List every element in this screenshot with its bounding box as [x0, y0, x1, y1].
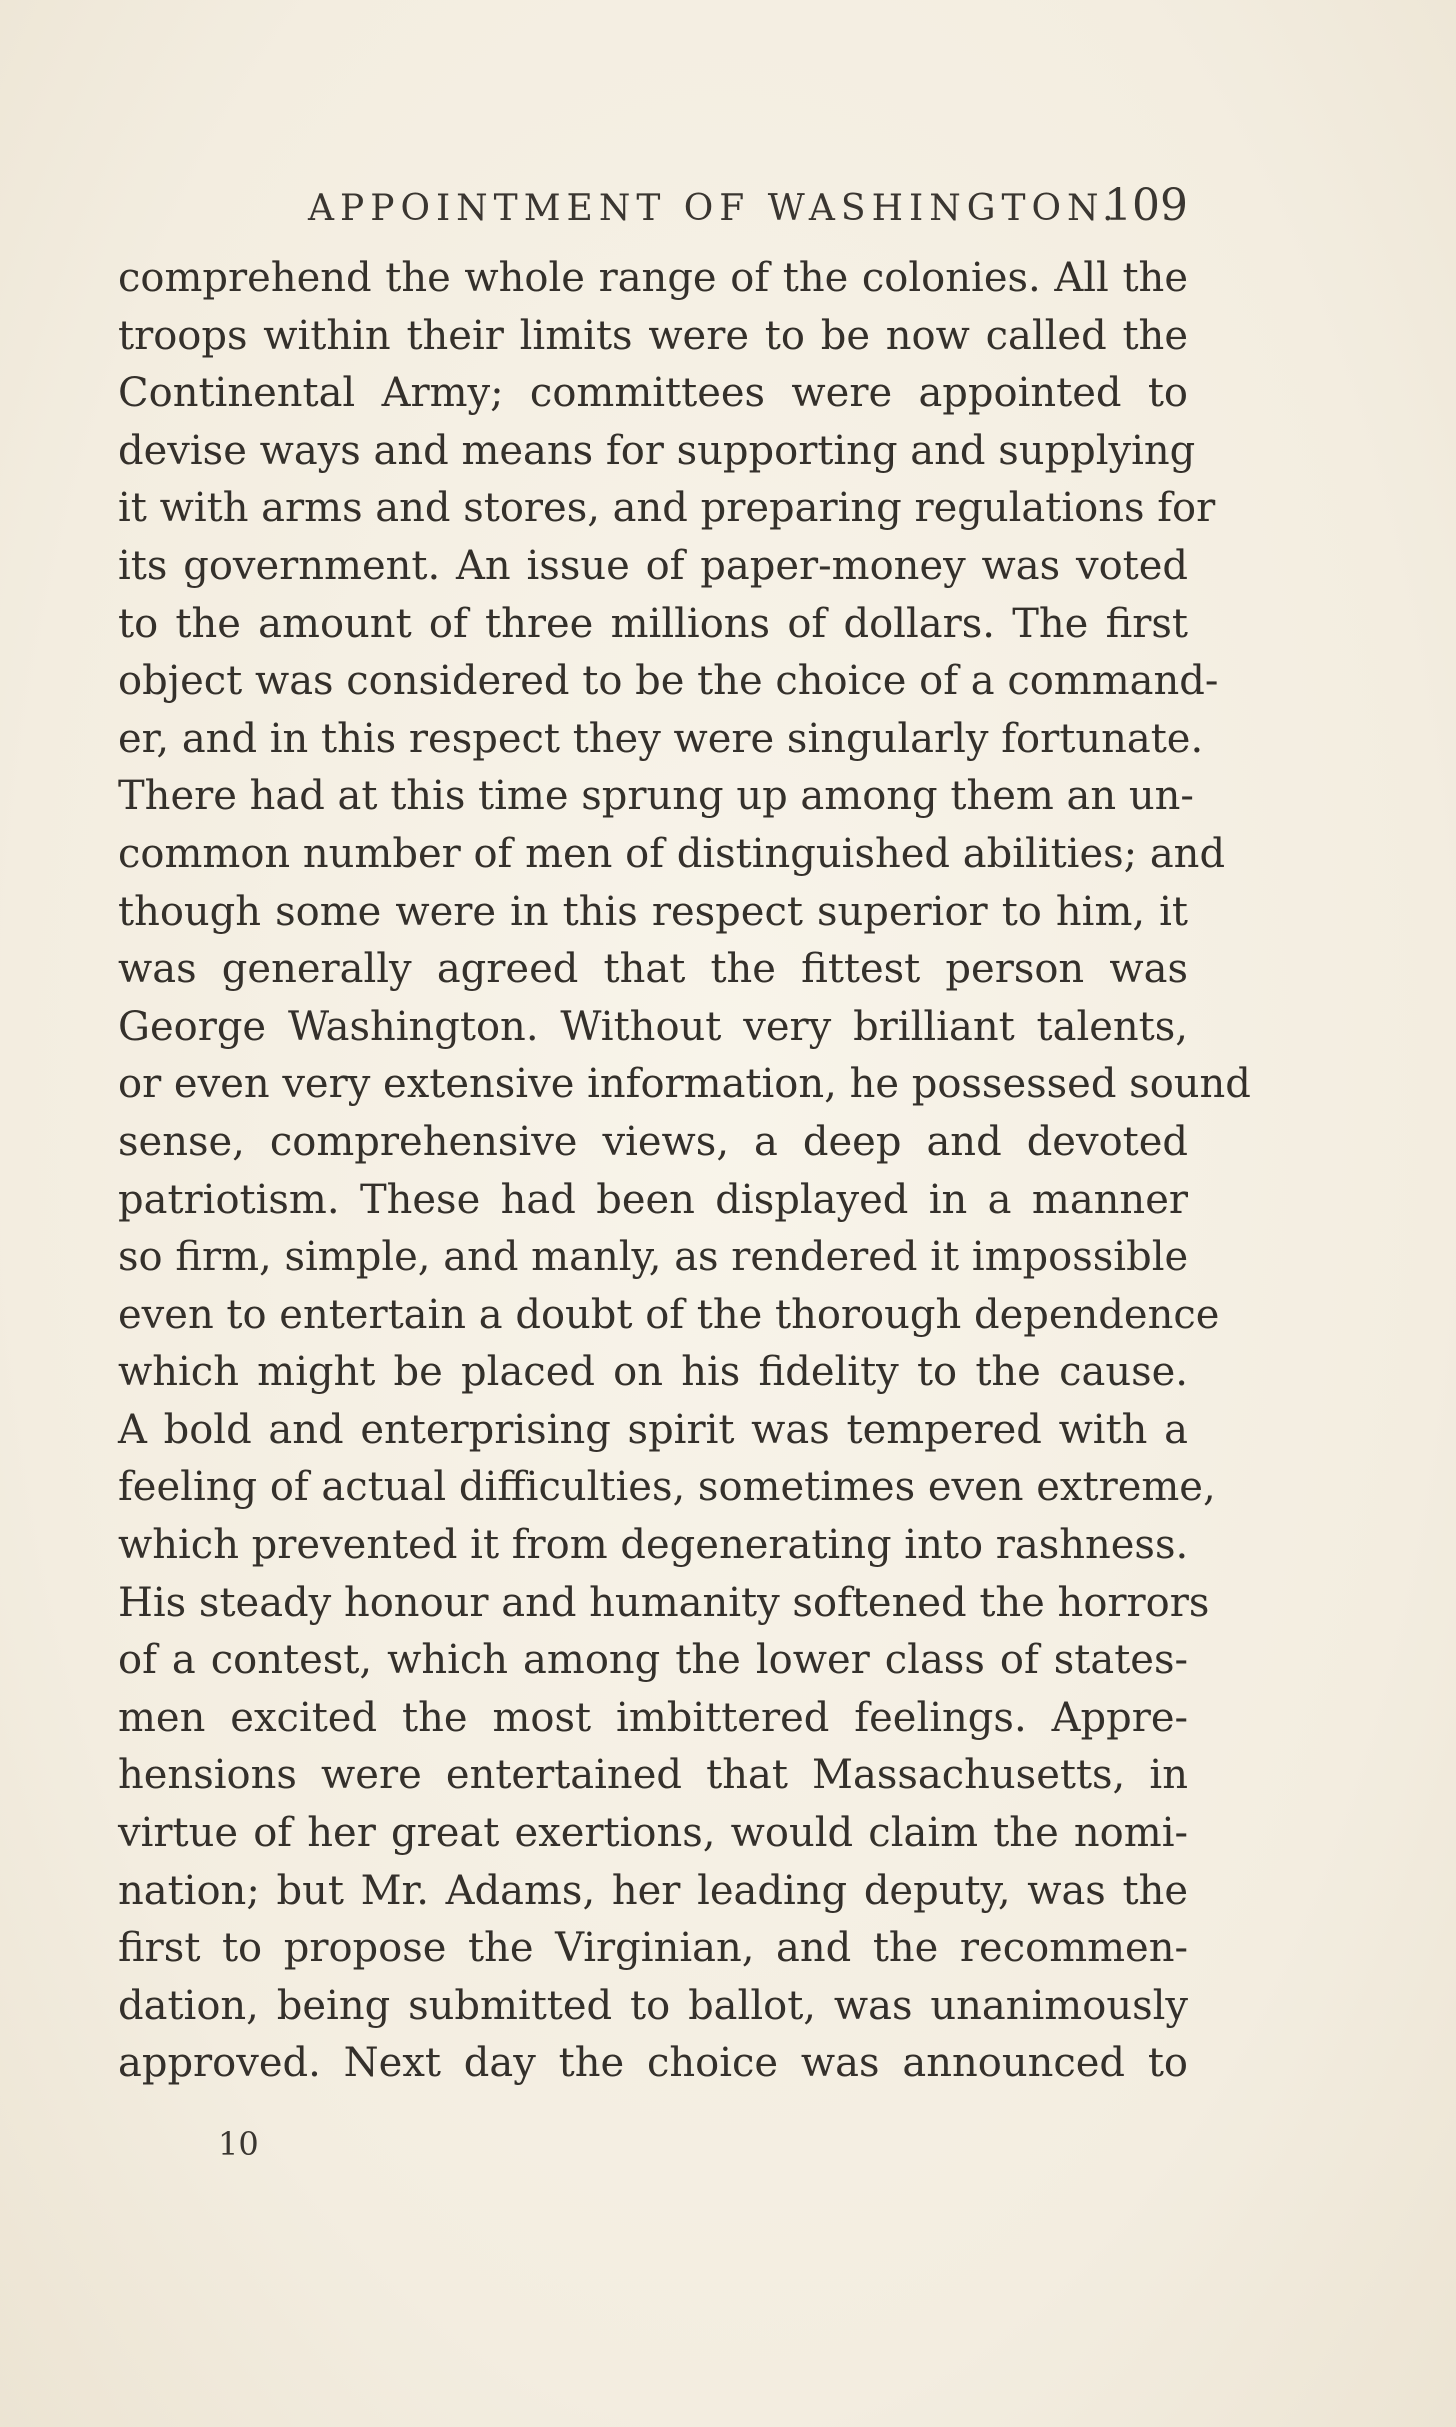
text-line: George Washington. Without very brilliant talents,: [118, 1003, 1188, 1050]
text-line: er, and in this respect they were singularly fortunate.: [118, 715, 1204, 762]
text-line: There had at this time sprung up among them an un-: [118, 773, 1194, 820]
text-line: nation; but Mr. Adams, her leading deputy, was the: [118, 1867, 1188, 1914]
text-line: His steady honour and humanity softened the horrors: [118, 1579, 1210, 1626]
text-line: first to propose the Virginian, and the recommen-: [118, 1925, 1188, 1972]
running-title: APPOINTMENT OF WASHINGTON.: [308, 188, 1120, 229]
text-line: which might be placed on his fidelity to the cause.: [118, 1349, 1188, 1396]
running-head: [118, 180, 1188, 240]
text-line: hensions were entertained that Massachusetts, in: [118, 1752, 1188, 1799]
text-line: it with arms and stores, and preparing regulations for: [118, 485, 1216, 532]
text-line: feeling of actual difficulties, sometimes even extreme,: [118, 1464, 1216, 1511]
page-number: 109: [1104, 180, 1188, 231]
text-line: A bold and enterprising spirit was tempered with a: [118, 1406, 1188, 1453]
text-line: of a contest, which among the lower class of states-: [118, 1637, 1188, 1684]
text-line: even to entertain a doubt of the thorough dependence: [118, 1291, 1220, 1338]
text-line: troops within their limits were to be now called the: [118, 312, 1188, 359]
text-line: dation, being submitted to ballot, was unanimously: [118, 1982, 1188, 2029]
text-line: approved. Next day the choice was announced to: [118, 2040, 1188, 2087]
text-line: Continental Army; committees were appointed to: [118, 370, 1188, 417]
text-line: men excited the most imbittered feelings. Appre-: [118, 1694, 1188, 1741]
text-line: sense, comprehensive views, a deep and devoted: [118, 1118, 1188, 1165]
text-line: to the amount of three millions of dollars. The first: [118, 600, 1188, 647]
text-line: devise ways and means for supporting and supplying: [118, 427, 1196, 474]
text-line: so firm, simple, and manly, as rendered it impossible: [118, 1234, 1189, 1281]
body-text: [118, 250, 1251, 2093]
text-line: virtue of her great exertions, would claim the nomi-: [118, 1810, 1188, 1857]
text-line: though some were in this respect superior to him, it: [118, 888, 1188, 935]
text-line: its government. An issue of paper-money was voted: [118, 542, 1188, 589]
text-line: common number of men of distinguished abilities; and: [118, 830, 1226, 877]
text-line: comprehend the whole range of the colonies. All the: [118, 255, 1188, 301]
text-line: patriotism. These had been displayed in a manner: [118, 1176, 1188, 1223]
signature-mark: 10: [218, 2125, 259, 2163]
text-line: which prevented it from degenerating into rashness.: [118, 1522, 1189, 1569]
text-line: or even very extensive information, he possessed sound: [118, 1061, 1251, 1108]
text-line: object was considered to be the choice of a command-: [118, 658, 1219, 705]
text-line: was generally agreed that the fittest person was: [118, 946, 1188, 993]
